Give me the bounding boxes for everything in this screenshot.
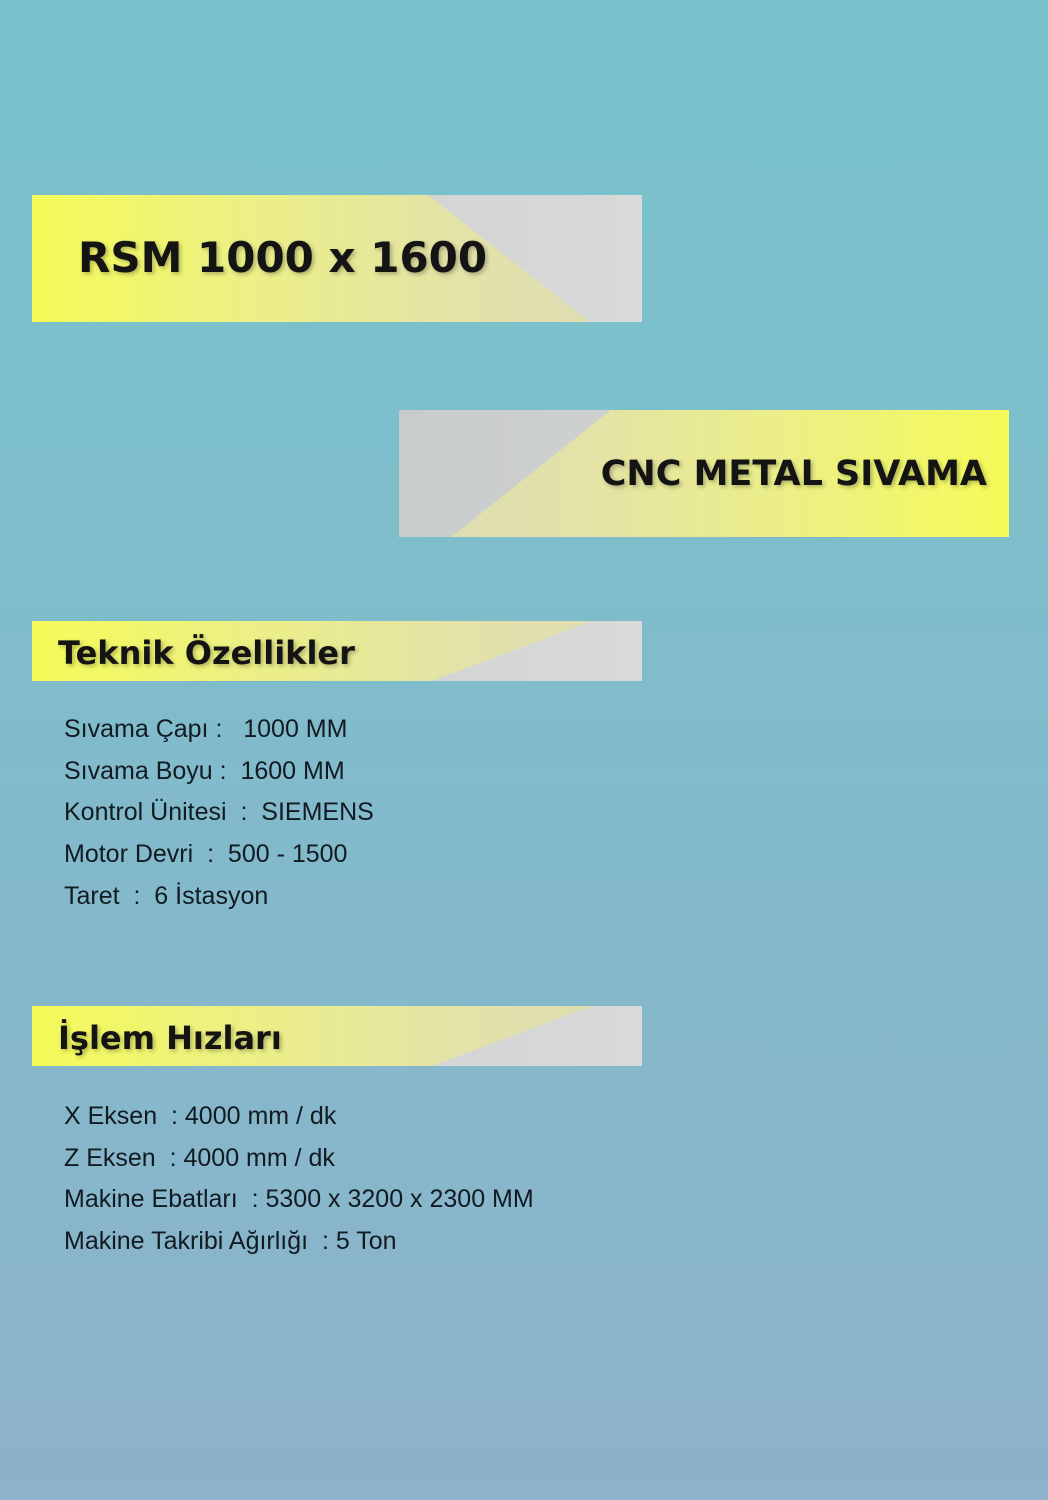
list-item: Taret : 6 İstasyon [64,881,269,910]
spec-list-islem [64,1096,534,1263]
list-item: Makine Ebatları : 5300 x 3200 x 2300 MM [64,1185,534,1214]
section-header-islem [32,1006,642,1066]
section-header-teknik [32,621,642,681]
subtitle: CNC METAL SIVAMA [600,454,987,494]
list-item: Z Eksen : 4000 mm / dk [64,1143,335,1172]
subtitle-banner [399,410,1009,537]
list-item: Makine Takribi Ağırlığı : 5 Ton [64,1227,397,1256]
list-item: Kontrol Ünitesi : SIEMENS [64,798,374,827]
list-item: Sıvama Boyu : 1600 MM [64,756,345,785]
list-item: Sıvama Çapı : 1000 MM [64,715,348,743]
list-item: X Eksen : 4000 mm / dk [64,1102,337,1130]
list-item: Motor Devri : 500 - 1500 [64,840,348,869]
section-title-teknik: Teknik Özellikler [58,634,355,672]
spec-list-teknik [64,709,374,917]
section-title-islem: İşlem Hızları [58,1019,282,1057]
model-title-banner [32,195,642,322]
model-title: RSM 1000 x 1600 [78,233,488,282]
